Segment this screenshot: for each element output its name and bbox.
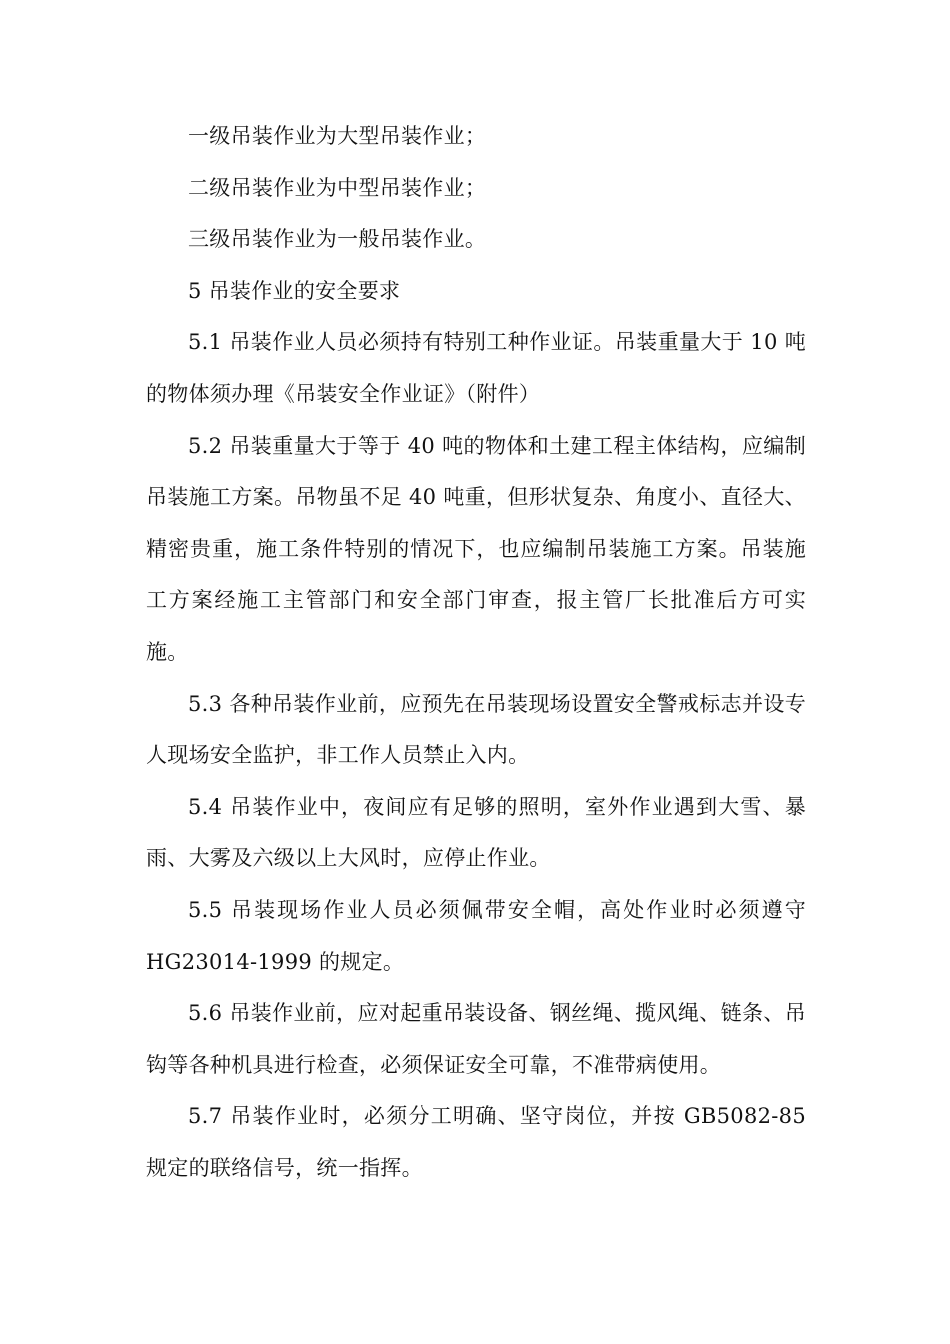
paragraph-5-6: 5.6 吊装作业前，应对起重吊装设备、钢丝绳、揽风绳、链条、吊钩等各种机具进行检查，必须保证安全可靠，不准带病使用。 bbox=[146, 1001, 806, 1077]
document-body bbox=[146, 111, 806, 1194]
paragraph-5-3: 5.3 各种吊装作业前，应预先在吊装现场设置安全警戒标志并设专人现场安全监护，非工作人员禁止入内。 bbox=[146, 691, 806, 768]
paragraph-5-7: 5.7 吊装作业时，必须分工明确、坚守岗位，并按 GB5082-85 规定的联络信号，统一指挥。 bbox=[146, 1104, 806, 1180]
paragraph-5-4: 5.4 吊装作业中，夜间应有足够的照明，室外作业遇到大雪、暴雨、大雾及六级以上大风时，应停止作业。 bbox=[146, 794, 806, 871]
paragraph-level-1: 一级吊装作业为大型吊装作业； bbox=[188, 124, 487, 148]
paragraph-5-5: 5.5 吊装现场作业人员必须佩带安全帽，高处作业时必须遵守 HG23014-1999 的规定。 bbox=[146, 897, 806, 974]
paragraph-5-2: 5.2 吊装重量大于等于 40 吨的物体和土建工程主体结构，应编制吊装施工方案。吊物虽不足 40 吨重，但形状复杂、角度小、直径大、精密贵重，施工条件特别的情况下，也应编制吊装施工方案。吊装施工方案经施工主管部门和安全部门审查，报主管厂长批准后方可实施。 bbox=[146, 433, 806, 664]
paragraph-5-1: 5.1 吊装作业人员必须持有特别工种作业证。吊装重量大于 10 吨的物体须办理《吊装安全作业证》（附件） bbox=[146, 330, 806, 406]
paragraph-level-2: 二级吊装作业为中型吊装作业； bbox=[188, 175, 487, 200]
paragraph-level-3: 三级吊装作业为一般吊装作业。 bbox=[188, 227, 487, 252]
section-heading-5: 5 吊装作业的安全要求 bbox=[188, 278, 401, 303]
